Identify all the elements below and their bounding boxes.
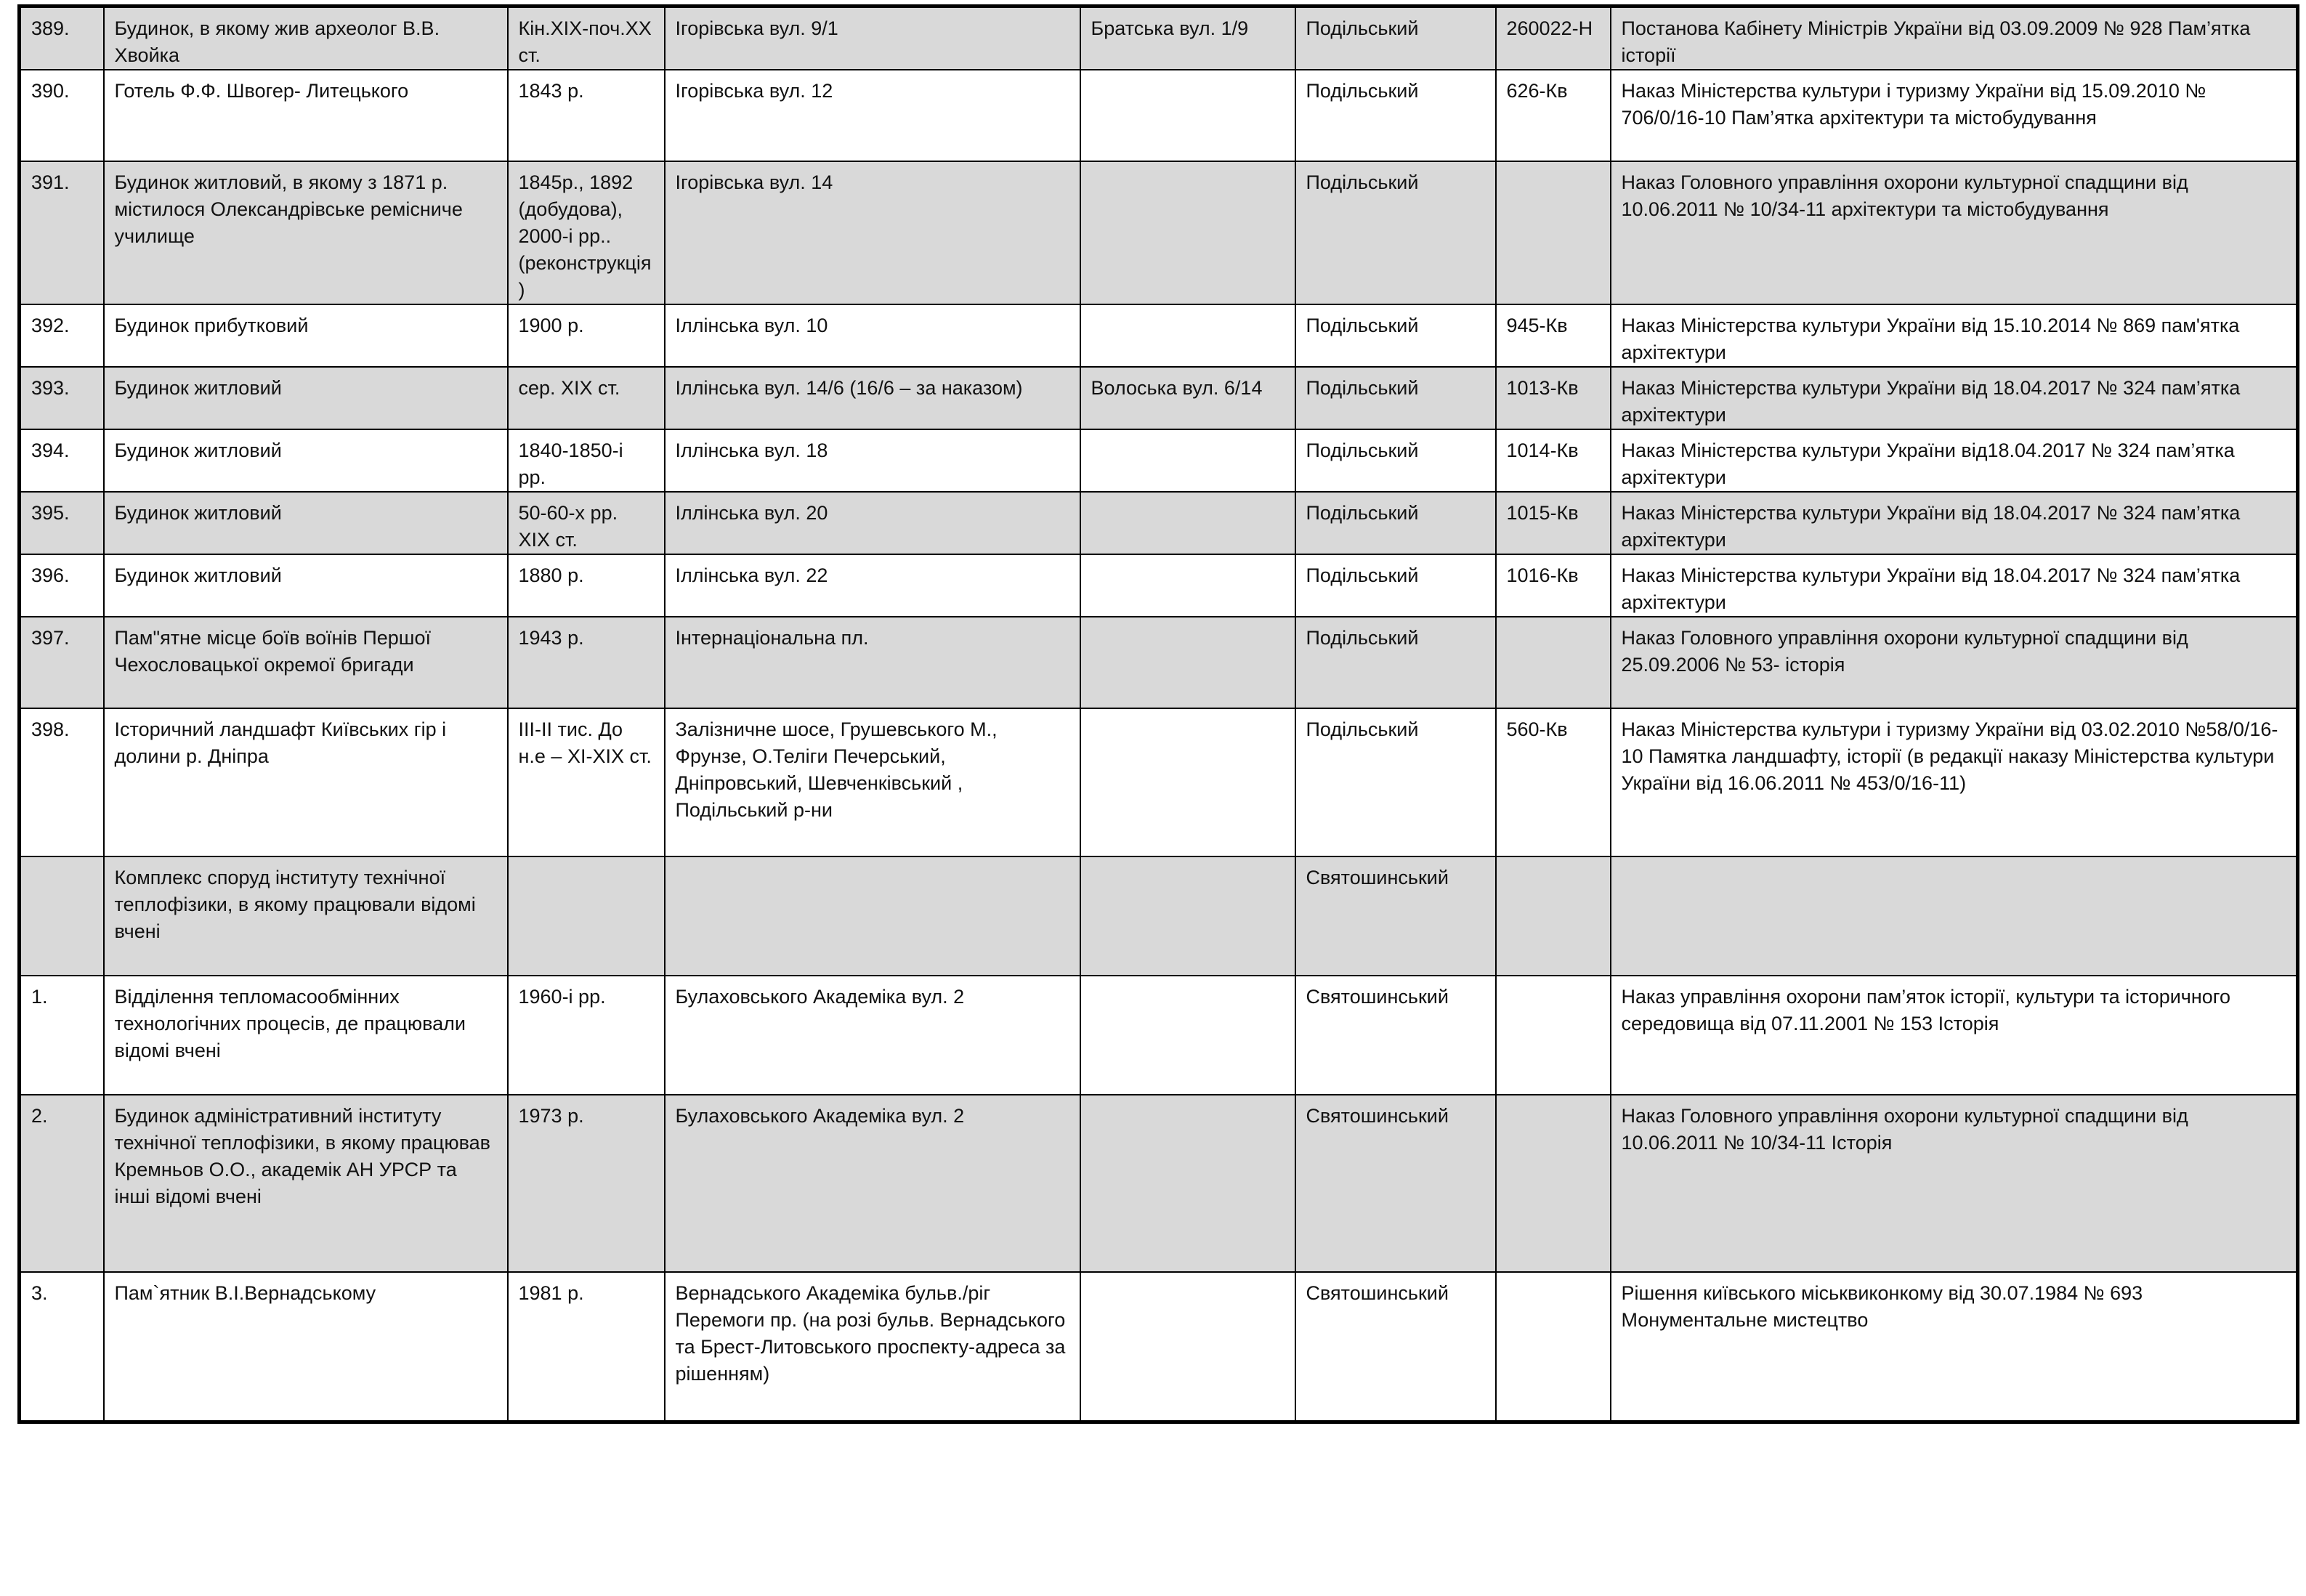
table-row — [20, 554, 2298, 617]
cell-row-number: 395. — [20, 492, 104, 554]
table-row — [20, 617, 2298, 708]
cell-alt-address — [1080, 1272, 1295, 1422]
cell-object-date: 1840-1850-і рр. — [508, 429, 665, 492]
cell-protection-number: 1014-Кв — [1496, 429, 1611, 492]
cell-legal-document: Наказ Міністерства культури України від18.04.2017 № 324 пам’ятка архітектури — [1611, 429, 2298, 492]
cell-district: Святошинський — [1295, 1095, 1496, 1272]
cell-legal-document — [1611, 856, 2298, 976]
cell-protection-number: 260022-Н — [1496, 7, 1611, 70]
cell-address: Іллінська вул. 14/6 (16/6 – за наказом) — [665, 367, 1080, 429]
cell-object-date: 1973 р. — [508, 1095, 665, 1272]
cell-alt-address — [1080, 70, 1295, 161]
cell-address: Булаховського Академіка вул. 2 — [665, 976, 1080, 1095]
cell-object-name: Будинок житловий — [104, 367, 508, 429]
cell-district: Подільський — [1295, 161, 1496, 304]
cell-protection-number — [1496, 1272, 1611, 1422]
cell-object-name: Будинок, в якому жив археолог В.В. Хвойка — [104, 7, 508, 70]
cell-object-date: сер. XIX ст. — [508, 367, 665, 429]
cell-row-number: 398. — [20, 708, 104, 856]
cell-district: Подільський — [1295, 554, 1496, 617]
cell-row-number: 389. — [20, 7, 104, 70]
cell-alt-address — [1080, 617, 1295, 708]
cell-object-name: Пам`ятник В.І.Вернадському — [104, 1272, 508, 1422]
cell-protection-number: 626-Кв — [1496, 70, 1611, 161]
cell-district: Святошинський — [1295, 976, 1496, 1095]
cell-alt-address — [1080, 856, 1295, 976]
cell-row-number: 2. — [20, 1095, 104, 1272]
cell-object-date: 1843 р. — [508, 70, 665, 161]
table-row — [20, 429, 2298, 492]
table-row — [20, 367, 2298, 429]
cell-object-name: Пам"ятне місце боїв воїнів Першої Чехословацької окремої бригади — [104, 617, 508, 708]
table-row — [20, 976, 2298, 1095]
table-row — [20, 7, 2298, 70]
cell-object-date: 1880 р. — [508, 554, 665, 617]
cell-protection-number: 945-Кв — [1496, 304, 1611, 367]
cell-row-number: 393. — [20, 367, 104, 429]
cell-protection-number — [1496, 617, 1611, 708]
cell-district: Подільський — [1295, 708, 1496, 856]
cell-district: Подільський — [1295, 304, 1496, 367]
cell-object-name: Будинок адміністративний інституту технічної теплофізики, в якому працював Кремньов О.О., академік АН УРСР та інші відомі вчені — [104, 1095, 508, 1272]
cell-district: Подільський — [1295, 492, 1496, 554]
cell-row-number: 394. — [20, 429, 104, 492]
table-row — [20, 1272, 2298, 1422]
cell-legal-document: Наказ Міністерства культури України від 18.04.2017 № 324 пам’ятка архітектури — [1611, 492, 2298, 554]
cell-object-date: 1900 р. — [508, 304, 665, 367]
table-body — [20, 7, 2298, 1422]
cell-object-name: Готель Ф.Ф. Швогер- Литецького — [104, 70, 508, 161]
cell-address: Вернадського Академіка бульв./ріг Перемоги пр. (на розі бульв. Вернадського та Брест-Литовського проспекту-адреса за рішенням) — [665, 1272, 1080, 1422]
cell-legal-document: Наказ управління охорони пам’яток історії, культури та історичного середовища від 07.11.2001 № 153 Історія — [1611, 976, 2298, 1095]
cell-legal-document: Рішення київського міськвиконкому від 30.07.1984 № 693 Монументальне мистецтво — [1611, 1272, 2298, 1422]
cell-district: Подільський — [1295, 367, 1496, 429]
table-row — [20, 161, 2298, 304]
cell-legal-document: Наказ Головного управління охорони культурної спадщини від 10.06.2011 № 10/34-11 Історія — [1611, 1095, 2298, 1272]
cell-district: Святошинський — [1295, 856, 1496, 976]
cell-protection-number: 1013-Кв — [1496, 367, 1611, 429]
cell-alt-address — [1080, 492, 1295, 554]
cell-row-number: 3. — [20, 1272, 104, 1422]
cell-district: Подільський — [1295, 617, 1496, 708]
cell-alt-address — [1080, 161, 1295, 304]
cell-object-name: Відділення тепломасообмінних технологічних процесів, де працювали відомі вчені — [104, 976, 508, 1095]
cell-legal-document: Наказ Міністерства культури України від 18.04.2017 № 324 пам’ятка архітектури — [1611, 554, 2298, 617]
cell-legal-document: Наказ Міністерства культури України від 18.04.2017 № 324 пам’ятка архітектури — [1611, 367, 2298, 429]
cell-address: Залізничне шосе, Грушевського М., Фрунзе, О.Теліги Печерський, Дніпровський, Шевченківський , Подільський р-ни — [665, 708, 1080, 856]
cell-row-number: 1. — [20, 976, 104, 1095]
cell-address: Ігорівська вул. 12 — [665, 70, 1080, 161]
cell-row-number: 392. — [20, 304, 104, 367]
cell-row-number: 390. — [20, 70, 104, 161]
cell-legal-document: Наказ Головного управління охорони культурної спадщини від 25.09.2006 № 53- історія — [1611, 617, 2298, 708]
cell-object-name: Будинок житловий — [104, 492, 508, 554]
cell-row-number — [20, 856, 104, 976]
cell-protection-number: 1016-Кв — [1496, 554, 1611, 617]
table-row — [20, 1095, 2298, 1272]
cell-address: Іллінська вул. 18 — [665, 429, 1080, 492]
cell-address — [665, 856, 1080, 976]
cell-row-number: 396. — [20, 554, 104, 617]
cell-address: Іллінська вул. 10 — [665, 304, 1080, 367]
cell-district: Подільський — [1295, 429, 1496, 492]
cell-object-date: III-II тис. До н.е – XI-XIX ст. — [508, 708, 665, 856]
cell-district: Подільський — [1295, 7, 1496, 70]
cell-object-name: Комплекс споруд інституту технічної теплофізики, в якому працювали відомі вчені — [104, 856, 508, 976]
cell-object-name: Історичний ландшафт Київських гір і долини р. Дніпра — [104, 708, 508, 856]
cell-address: Булаховського Академіка вул. 2 — [665, 1095, 1080, 1272]
cell-address: Ігорівська вул. 14 — [665, 161, 1080, 304]
cell-row-number: 397. — [20, 617, 104, 708]
cell-district: Святошинський — [1295, 1272, 1496, 1422]
table-row — [20, 708, 2298, 856]
cell-address: Інтернаціональна пл. — [665, 617, 1080, 708]
cell-alt-address — [1080, 429, 1295, 492]
cell-address: Ігорівська вул. 9/1 — [665, 7, 1080, 70]
cell-object-date: 1960-і рр. — [508, 976, 665, 1095]
cell-alt-address — [1080, 976, 1295, 1095]
cell-legal-document: Наказ Головного управління охорони культурної спадщини від 10.06.2011 № 10/34-11 архітектури та містобудування — [1611, 161, 2298, 304]
cell-alt-address — [1080, 708, 1295, 856]
cell-object-date — [508, 856, 665, 976]
cell-object-date: Кін.XIX-поч.XX ст. — [508, 7, 665, 70]
cell-protection-number — [1496, 1095, 1611, 1272]
cell-protection-number — [1496, 161, 1611, 304]
cell-legal-document: Наказ Міністерства культури України від 15.10.2014 № 869 пам'ятка архітектури — [1611, 304, 2298, 367]
cell-address: Іллінська вул. 20 — [665, 492, 1080, 554]
cell-legal-document: Постанова Кабінету Міністрів України від 03.09.2009 № 928 Пам’ятка історії — [1611, 7, 2298, 70]
cell-object-date: 1943 р. — [508, 617, 665, 708]
cell-object-date: 50-60-х рр. XIX ст. — [508, 492, 665, 554]
table-row — [20, 856, 2298, 976]
table-row — [20, 492, 2298, 554]
cell-alt-address — [1080, 554, 1295, 617]
cell-alt-address — [1080, 304, 1295, 367]
cell-object-name: Будинок житловий, в якому з 1871 р. містилося Олександрівське ремісниче училище — [104, 161, 508, 304]
cell-legal-document: Наказ Міністерства культури і туризму України від 15.09.2010 № 706/0/16-10 Пам’ятка архітектури та містобудування — [1611, 70, 2298, 161]
cell-object-date: 1845р., 1892 (добудова), 2000-і рр.. (реконструкція) — [508, 161, 665, 304]
cell-alt-address — [1080, 1095, 1295, 1272]
cell-legal-document: Наказ Міністерства культури і туризму України від 03.02.2010 №58/0/16-10 Памятка ландшафту, історії (в редакції наказу Міністерства культури України від 16.06.2011 № 453/0/16-11) — [1611, 708, 2298, 856]
monuments-registry-table — [17, 4, 2299, 1424]
cell-alt-address: Волоська вул. 6/14 — [1080, 367, 1295, 429]
table-row — [20, 70, 2298, 161]
cell-row-number: 391. — [20, 161, 104, 304]
cell-protection-number — [1496, 856, 1611, 976]
cell-alt-address: Братська вул. 1/9 — [1080, 7, 1295, 70]
cell-object-name: Будинок житловий — [104, 429, 508, 492]
table-row — [20, 304, 2298, 367]
cell-protection-number: 560-Кв — [1496, 708, 1611, 856]
cell-object-name: Будинок житловий — [104, 554, 508, 617]
cell-object-date: 1981 р. — [508, 1272, 665, 1422]
cell-object-name: Будинок прибутковий — [104, 304, 508, 367]
cell-protection-number — [1496, 976, 1611, 1095]
cell-protection-number: 1015-Кв — [1496, 492, 1611, 554]
cell-address: Іллінська вул. 22 — [665, 554, 1080, 617]
cell-district: Подільський — [1295, 70, 1496, 161]
